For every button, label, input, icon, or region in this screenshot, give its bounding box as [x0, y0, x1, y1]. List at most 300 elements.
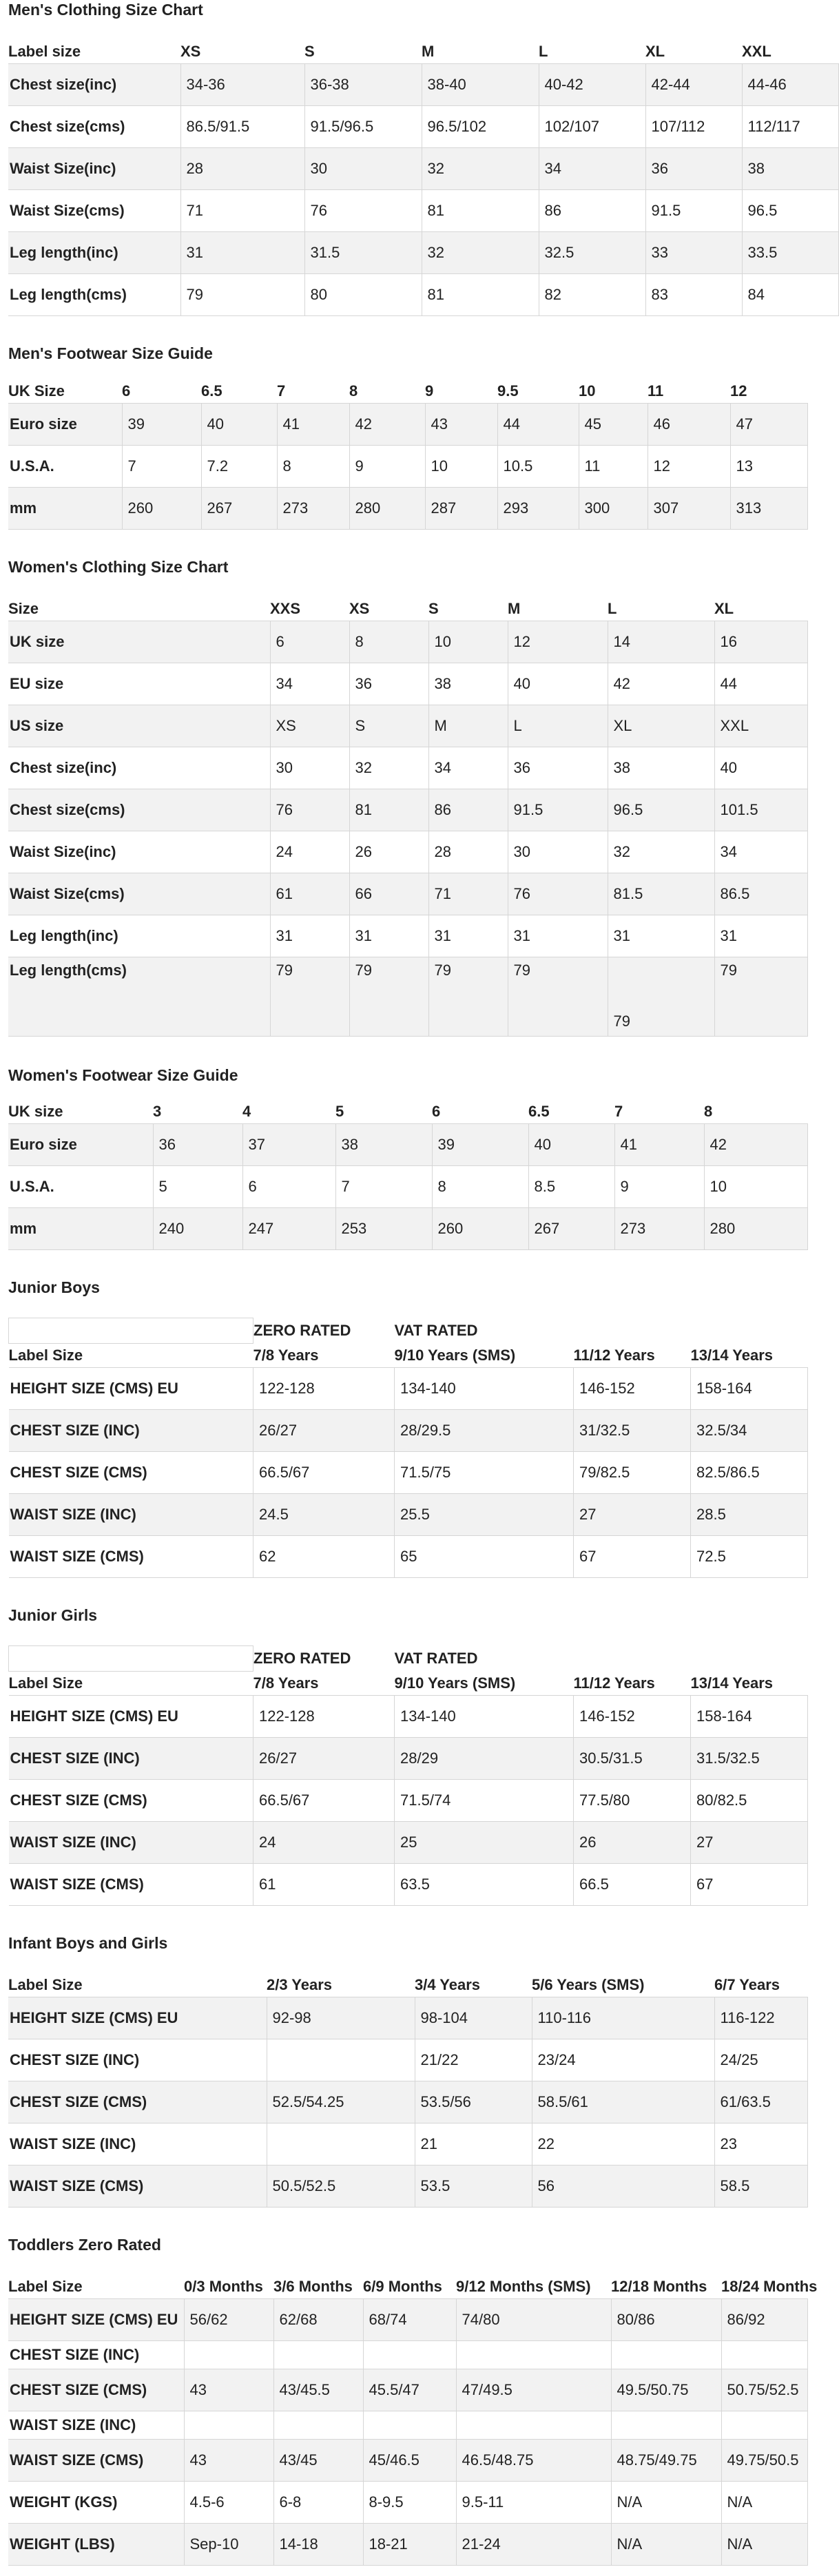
row-label: Waist Size(cms)	[8, 190, 180, 232]
table-cell: 36	[645, 148, 742, 190]
table-cell: 28	[428, 831, 508, 873]
column-header: 9/10 Years (SMS)	[394, 1674, 516, 1692]
table-cell: 24	[253, 1822, 395, 1864]
table-cell: Sep-10	[184, 2524, 273, 2566]
table-cell: 260	[432, 1208, 528, 1250]
table-cell	[184, 2341, 273, 2369]
table-cell: 91.5	[508, 789, 608, 831]
column-header: 6.5	[201, 382, 222, 399]
table-cell: 42-44	[645, 64, 742, 106]
table-cell: 76	[508, 873, 608, 915]
table-cell: 34	[714, 831, 807, 873]
table-cell: 287	[425, 488, 497, 530]
table-cell: 82	[539, 274, 645, 316]
row-label: WAIST SIZE (INC)	[8, 2411, 184, 2440]
toddlers-table	[8, 2275, 818, 2566]
table-cell: 158-164	[691, 1696, 808, 1738]
table-cell: 28/29.5	[395, 1410, 574, 1452]
row-label: CHEST SIZE (INC)	[8, 2341, 184, 2369]
table-cell: 46.5/48.75	[456, 2440, 611, 2482]
table-cell: 79	[508, 957, 608, 1037]
column-header: L	[608, 600, 617, 617]
womens-clothing-title: Women's Clothing Size Chart	[8, 558, 229, 576]
table-cell: 83	[645, 274, 742, 316]
column-header: 7/8 Years	[253, 1674, 319, 1692]
table-cell: 40-42	[539, 64, 645, 106]
table-cell: 267	[201, 488, 277, 530]
table-cell: 36	[153, 1124, 242, 1166]
table-cell: XS	[270, 705, 349, 747]
column-header: XS	[349, 600, 370, 617]
table-row	[8, 446, 807, 488]
table-cell: 300	[579, 488, 648, 530]
table-row	[8, 621, 807, 663]
row-label: WAIST SIZE (INC)	[9, 1822, 253, 1864]
table-cell: 43	[425, 404, 497, 446]
row-label: UK size	[8, 621, 270, 663]
table-row	[9, 1864, 808, 1906]
table-row	[8, 747, 807, 789]
table-cell: 10	[425, 446, 497, 488]
table-cell: 43/45	[273, 2440, 363, 2482]
table-cell: 8	[349, 621, 428, 663]
table-cell: 53.5	[415, 2165, 532, 2208]
table-cell: 6	[242, 1166, 335, 1208]
row-label: Chest size(inc)	[8, 64, 180, 106]
table-cell: 31	[270, 915, 349, 957]
table-cell	[363, 2411, 456, 2440]
table-cell: 18-21	[363, 2524, 456, 2566]
table-cell: N/A	[611, 2524, 721, 2566]
table-cell: 34	[539, 148, 645, 190]
table-cell: 31	[180, 232, 304, 274]
table-cell: 7	[335, 1166, 432, 1208]
row-label: HEIGHT SIZE (CMS) EU	[9, 1696, 253, 1738]
table-row	[9, 1780, 808, 1822]
row-label: Leg length(inc)	[8, 915, 270, 957]
table-row	[8, 1208, 807, 1250]
table-cell: 31	[608, 915, 714, 957]
rate-header-blank	[9, 1318, 253, 1344]
table-cell: 9.5-11	[456, 2482, 611, 2524]
junior-boys-table	[8, 1318, 808, 1578]
table-cell: 44	[497, 404, 579, 446]
table-cell: 31	[508, 915, 608, 957]
table-cell: 313	[730, 488, 807, 530]
junior-girls-section	[8, 1606, 818, 1906]
table-cell: 52.5/54.25	[267, 2081, 415, 2123]
table-row	[8, 1124, 807, 1166]
column-header: 3/6 Months	[273, 2278, 353, 2295]
table-cell: L	[508, 705, 608, 747]
table-cell: 112/117	[742, 106, 838, 148]
table-cell: 68/74	[363, 2299, 456, 2341]
table-cell	[611, 2341, 721, 2369]
table-cell: 41	[277, 404, 349, 446]
row-label: Leg length(inc)	[8, 232, 180, 274]
table-cell: 26	[349, 831, 428, 873]
table-cell: 50.5/52.5	[267, 2165, 415, 2208]
table-cell: 32	[349, 747, 428, 789]
table-cell: 86.5	[714, 873, 807, 915]
table-row	[8, 1166, 807, 1208]
table-cell: 12	[508, 621, 608, 663]
column-header: 7/8 Years	[253, 1346, 319, 1364]
table-cell: 8.5	[528, 1166, 614, 1208]
row-label: U.S.A.	[8, 1166, 153, 1208]
mens-clothing-section	[8, 0, 818, 316]
table-cell: 110-116	[532, 1997, 714, 2039]
table-row	[8, 274, 838, 316]
column-header: 6/9 Months	[363, 2278, 442, 2295]
table-cell: 45/46.5	[363, 2440, 456, 2482]
table-cell: 82.5/86.5	[691, 1452, 808, 1494]
table-cell	[721, 2341, 807, 2369]
table-row	[8, 404, 807, 446]
column-header: 9	[425, 382, 434, 399]
column-header: 11	[648, 382, 664, 399]
column-header: 6	[432, 1103, 441, 1120]
table-cell: 71.5/74	[395, 1780, 574, 1822]
table-cell: 280	[704, 1208, 807, 1250]
table-cell: 32	[422, 232, 539, 274]
table-cell: 27	[574, 1494, 691, 1536]
table-row	[8, 2411, 807, 2440]
junior-boys-title: Junior Boys	[8, 1278, 100, 1296]
row-label: CHEST SIZE (CMS)	[8, 2081, 267, 2123]
table-cell: 40	[508, 663, 608, 705]
row-label: US size	[8, 705, 270, 747]
junior-boys-section	[8, 1278, 818, 1578]
row-label: WAIST SIZE (CMS)	[8, 2440, 184, 2482]
infant-title: Infant Boys and Girls	[8, 1934, 168, 1952]
column-header: 3/4 Years	[415, 1976, 481, 1993]
column-header: 5/6 Years (SMS)	[532, 1976, 645, 1993]
column-header: Size	[8, 600, 39, 617]
table-cell: 22	[532, 2123, 714, 2165]
table-cell: 28	[180, 148, 304, 190]
column-header: 6/7 Years	[714, 1976, 780, 1993]
table-row	[8, 831, 807, 873]
table-cell: 21-24	[456, 2524, 611, 2566]
column-header: 6.5	[528, 1103, 550, 1120]
table-cell: 38-40	[422, 64, 539, 106]
rate-header-cell: VAT RATED	[394, 1650, 478, 1667]
column-header: 9/12 Months (SMS)	[456, 2278, 591, 2295]
row-label: CHEST SIZE (INC)	[9, 1738, 253, 1780]
table-cell: 26/27	[253, 1410, 395, 1452]
table-cell	[456, 2341, 611, 2369]
row-label: HEIGHT SIZE (CMS) EU	[8, 2299, 184, 2341]
table-cell: 36-38	[304, 64, 422, 106]
table-cell: 76	[304, 190, 422, 232]
table-cell: 34	[428, 747, 508, 789]
womens-clothing-table	[8, 597, 808, 1037]
table-cell: 42	[349, 404, 425, 446]
womens-clothing-section	[8, 557, 818, 1037]
table-cell: 65	[395, 1536, 574, 1578]
table-cell: 31.5/32.5	[691, 1738, 808, 1780]
table-cell: 34	[270, 663, 349, 705]
table-cell: 80/82.5	[691, 1780, 808, 1822]
table-cell	[267, 2039, 415, 2081]
column-header: 7	[614, 1103, 623, 1120]
table-cell: 43	[184, 2440, 273, 2482]
table-cell: 31	[428, 915, 508, 957]
table-cell: 33	[645, 232, 742, 274]
column-header: XL	[645, 43, 665, 60]
table-cell: 6	[270, 621, 349, 663]
table-cell: 31	[349, 915, 428, 957]
table-cell: 79	[270, 957, 349, 1037]
table-cell: 40	[201, 404, 277, 446]
table-cell: 37	[242, 1124, 335, 1166]
table-header-row	[8, 40, 838, 64]
rate-header-cell	[691, 1318, 808, 1344]
column-header: S	[304, 43, 315, 60]
table-cell: 43/45.5	[273, 2369, 363, 2411]
column-header: 7	[277, 382, 286, 399]
table-row	[9, 1822, 808, 1864]
table-cell: 86/92	[721, 2299, 807, 2341]
table-cell: 240	[153, 1208, 242, 1250]
rate-header-blank	[9, 1646, 253, 1672]
table-row	[8, 232, 838, 274]
table-cell: 66.5/67	[253, 1780, 395, 1822]
table-cell: 62/68	[273, 2299, 363, 2341]
row-label: Waist Size(inc)	[8, 831, 270, 873]
table-cell: 28/29	[395, 1738, 574, 1780]
row-label: HEIGHT SIZE (CMS) EU	[8, 1997, 267, 2039]
table-cell: 91.5/96.5	[304, 106, 422, 148]
table-cell: 39	[432, 1124, 528, 1166]
junior-girls-table	[8, 1645, 808, 1906]
table-cell: 122-128	[253, 1368, 395, 1410]
row-label: WEIGHT (KGS)	[8, 2482, 184, 2524]
table-cell: 26	[574, 1822, 691, 1864]
table-header-row	[8, 2275, 807, 2299]
row-label: HEIGHT SIZE (CMS) EU	[9, 1368, 253, 1410]
infant-table	[8, 1973, 808, 2208]
table-cell: 58.5	[714, 2165, 807, 2208]
table-cell: 79	[180, 274, 304, 316]
row-label: CHEST SIZE (INC)	[8, 2039, 267, 2081]
table-cell: 27	[691, 1822, 808, 1864]
table-cell: 50.75/52.5	[721, 2369, 807, 2411]
toddlers-title: Toddlers Zero Rated	[8, 2236, 161, 2254]
table-cell: 38	[742, 148, 838, 190]
table-cell	[273, 2411, 363, 2440]
mens-clothing-table	[8, 40, 839, 316]
table-header-row	[8, 1973, 807, 1997]
table-cell: 247	[242, 1208, 335, 1250]
table-cell: 32	[422, 148, 539, 190]
table-cell: 79	[349, 957, 428, 1037]
table-cell	[184, 2411, 273, 2440]
table-row	[8, 663, 807, 705]
table-cell: 66	[349, 873, 428, 915]
table-cell: 6-8	[273, 2482, 363, 2524]
table-cell: 32.5	[539, 232, 645, 274]
table-cell: 56	[532, 2165, 714, 2208]
table-cell: 41	[614, 1124, 704, 1166]
table-cell: 96.5	[608, 789, 714, 831]
column-header: Label size	[8, 43, 81, 60]
table-cell: 24/25	[714, 2039, 807, 2081]
table-cell: 253	[335, 1208, 432, 1250]
table-cell: 4.5-6	[184, 2482, 273, 2524]
table-cell: 67	[574, 1536, 691, 1578]
table-cell: 61/63.5	[714, 2081, 807, 2123]
column-header: 12/18 Months	[611, 2278, 707, 2295]
table-cell: 36	[508, 747, 608, 789]
table-cell	[267, 2123, 415, 2165]
row-label: CHEST SIZE (CMS)	[9, 1780, 253, 1822]
table-cell: 56/62	[184, 2299, 273, 2341]
rate-header-cell	[574, 1646, 691, 1672]
table-cell: 260	[122, 488, 201, 530]
mens-footwear-section	[8, 344, 818, 530]
rate-header-cell: ZERO RATED	[253, 1322, 351, 1339]
row-label: WAIST SIZE (INC)	[8, 2123, 267, 2165]
rate-header-cell: ZERO RATED	[253, 1650, 351, 1667]
table-cell: 81	[422, 190, 539, 232]
table-cell: 62	[253, 1536, 395, 1578]
column-header: 8	[704, 1103, 713, 1120]
table-cell: 146-152	[574, 1696, 691, 1738]
table-cell: 10	[428, 621, 508, 663]
column-header: 12	[730, 382, 747, 399]
table-cell: 273	[277, 488, 349, 530]
table-cell: 273	[614, 1208, 704, 1250]
table-cell: 122-128	[253, 1696, 395, 1738]
table-cell: 23	[714, 2123, 807, 2165]
table-cell: 101.5	[714, 789, 807, 831]
table-cell: 158-164	[691, 1368, 808, 1410]
row-label: Waist Size(inc)	[8, 148, 180, 190]
table-row	[8, 873, 807, 915]
table-cell: 66.5/67	[253, 1452, 395, 1494]
table-cell: 71	[180, 190, 304, 232]
table-cell: 96.5/102	[422, 106, 539, 148]
table-cell: 72.5	[691, 1536, 808, 1578]
table-cell: 42	[704, 1124, 807, 1166]
row-label: CHEST SIZE (CMS)	[8, 2369, 184, 2411]
table-cell: 26/27	[253, 1738, 395, 1780]
table-row	[8, 2165, 807, 2208]
row-label: mm	[8, 1208, 153, 1250]
column-header: Label Size	[8, 2278, 83, 2295]
table-row	[8, 2039, 807, 2081]
table-row	[8, 2081, 807, 2123]
table-cell: 58.5/61	[532, 2081, 714, 2123]
table-cell: 34-36	[180, 64, 304, 106]
toddlers-section	[8, 2235, 818, 2566]
row-label: EU size	[8, 663, 270, 705]
table-cell: 32	[608, 831, 714, 873]
table-cell	[721, 2411, 807, 2440]
table-cell: 84	[742, 274, 838, 316]
row-label: Euro size	[8, 404, 122, 446]
table-cell: 13	[730, 446, 807, 488]
row-label: Euro size	[8, 1124, 153, 1166]
table-cell: 107/112	[645, 106, 742, 148]
rate-header-cell	[574, 1318, 691, 1344]
table-cell: 71	[428, 873, 508, 915]
column-header: Label Size	[8, 1976, 83, 1993]
table-row	[9, 1696, 808, 1738]
table-cell: 32.5/34	[691, 1410, 808, 1452]
table-row	[8, 2299, 807, 2341]
table-cell	[456, 2411, 611, 2440]
table-cell: 21	[415, 2123, 532, 2165]
column-header: UK size	[8, 1103, 63, 1120]
table-cell: 8-9.5	[363, 2482, 456, 2524]
table-cell: 42	[608, 663, 714, 705]
row-label: WAIST SIZE (INC)	[9, 1494, 253, 1536]
table-cell: 8	[277, 446, 349, 488]
table-cell: 49.75/50.5	[721, 2440, 807, 2482]
table-cell: 10.5	[497, 446, 579, 488]
table-row	[8, 2341, 807, 2369]
table-cell: 134-140	[395, 1696, 574, 1738]
table-cell: 96.5	[742, 190, 838, 232]
table-cell: 47/49.5	[456, 2369, 611, 2411]
table-cell: 24	[270, 831, 349, 873]
row-label: U.S.A.	[8, 446, 122, 488]
table-cell: 30.5/31.5	[574, 1738, 691, 1780]
row-label: CHEST SIZE (CMS)	[9, 1452, 253, 1494]
table-cell: 25	[395, 1822, 574, 1864]
table-cell: 9	[614, 1166, 704, 1208]
column-header: 11/12 Years	[573, 1674, 655, 1692]
table-row	[9, 1536, 808, 1578]
table-cell: 45.5/47	[363, 2369, 456, 2411]
table-cell: 47	[730, 404, 807, 446]
column-header: Label Size	[8, 1674, 83, 1692]
table-header-row	[9, 1672, 808, 1696]
table-cell: 14	[608, 621, 714, 663]
table-cell: 79/82.5	[574, 1452, 691, 1494]
table-cell: 102/107	[539, 106, 645, 148]
column-header: S	[428, 600, 439, 617]
table-cell: N/A	[721, 2482, 807, 2524]
table-cell: M	[428, 705, 508, 747]
table-row	[8, 106, 838, 148]
table-cell: 49.5/50.75	[611, 2369, 721, 2411]
table-row	[8, 2440, 807, 2482]
column-header: 18/24 Months	[721, 2278, 818, 2295]
table-cell: 40	[714, 747, 807, 789]
table-cell: 79	[714, 957, 807, 1037]
table-cell: 116-122	[714, 1997, 807, 2039]
rate-header-row	[9, 1318, 808, 1344]
column-header: 2/3 Years	[267, 1976, 333, 1993]
table-cell: 25.5	[395, 1494, 574, 1536]
table-cell: 12	[648, 446, 730, 488]
table-cell: 21/22	[415, 2039, 532, 2081]
table-cell: 86.5/91.5	[180, 106, 304, 148]
row-label: Leg length(cms)	[8, 274, 180, 316]
table-cell: 53.5/56	[415, 2081, 532, 2123]
table-cell: 30	[270, 747, 349, 789]
table-cell: 24.5	[253, 1494, 395, 1536]
table-row	[9, 1494, 808, 1536]
column-header: 11/12 Years	[573, 1346, 655, 1364]
table-cell: 134-140	[395, 1368, 574, 1410]
table-cell: 16	[714, 621, 807, 663]
table-cell: 31/32.5	[574, 1410, 691, 1452]
